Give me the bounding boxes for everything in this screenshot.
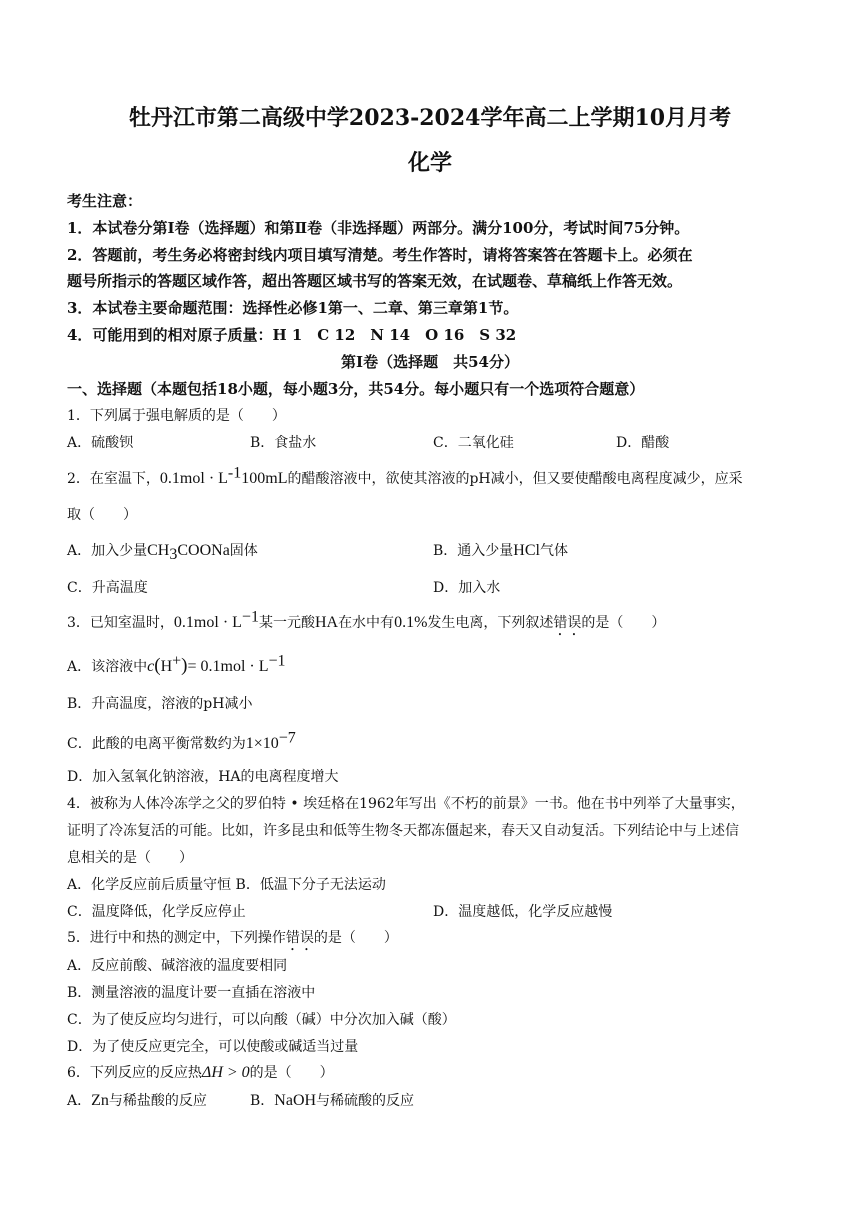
q2-option-d: D．加入水 [433,580,501,596]
q4-option-c: C．温度降低，化学反应停止 [67,904,246,920]
q3-option-a: A．该溶液中$c(H^+)= 0.1mol \cdot L^{-1}$ [67,652,286,676]
q4-stem-cont-1: 证明了冷冻复活的可能。比如，许多昆虫和低等生物冬天都冻僵起来，春天又自动复活。下列结论中与上述信 [67,823,739,839]
q5-stem: 5．进行中和热的测定中，下列操作错误的是（ ） [67,930,398,946]
notice-item-2: 2．答题前，考生务必将密封线内项目填写清楚。考生作答时，请将答案答在答题卡上。必须在 [67,246,693,264]
q5-option-c: C．为了使反应均匀进行，可以向酸（碱）中分次加入碱（酸） [67,1012,456,1028]
q3-emphasis: 错误 [553,615,582,631]
q2-volume: 100mL [241,470,288,487]
q2-stem-cont: 取（ ） [67,507,137,523]
q2-concentration: 0.1mol · L [159,470,228,487]
notice-item-2-cont: 题号所指示的答题区域作答，超出答题区域书写的答案无效，在试题卷、草稿纸上作答无效。 [67,272,683,290]
q4-stem-cont-2: 息相关的是（ ） [67,850,193,866]
q2-option-b: B．通入少量HCl气体 [433,542,568,559]
q4-option-ab: A．化学反应前后质量守恒 B．低温下分子无法运动 [67,877,386,893]
q6-stem: 6．下列反应的反应热ΔH > 0的是（ ） [67,1064,334,1081]
q3-option-c: C．此酸的电离平衡常数约为$1\times 10^{-7}$ [67,729,296,752]
q5-emphasis: 错误 [285,930,314,946]
q5-option-d: D．为了使反应更完全，可以使酸或碱适当过量 [67,1039,359,1055]
q2-stem: 2．在室温下，$0.1mol \cdot L^{-1}100mL$的醋酸溶液中，欲使其溶液的pH减小，但又要使醋酸电离程度减少，应采 [67,464,743,487]
notice-label: 考生注意： [67,192,143,210]
q1-option-d: D．醋酸 [616,435,670,451]
q3-option-b: B．升高温度，溶液的pH减小 [67,696,253,712]
subject-title: 化学 [407,150,452,176]
q1-option-c: C．二氧化硅 [433,435,514,451]
q6-option-a: A．Zn与稀盐酸的反应 [67,1092,207,1109]
q1-stem: 1．下列属于强电解质的是（ ） [67,408,286,424]
notice-item-3: 3．本试卷主要命题范围：选择性必修1第一、二章、第三章第1节。 [67,299,519,317]
q4-stem: 4．被称为人体冷冻学之父的罗伯特 • 埃廷格在1962年写出《不朽的前景》一书。他在书中列举了大量事实， [67,796,745,812]
q3-stem: 3．已知室温时，$0.1mol \cdot L^{-1}$某一元酸HA在水中有0.1%发生电离，下列叙述错误的是（ ） [67,608,666,631]
q1-option-b: B．食盐水 [250,435,317,451]
notice-item-4: 4．可能用到的相对原子质量：H 1 C 12 N 14 O 16 S 32 [67,326,517,344]
section-heading: 第Ⅰ卷（选择题 共54分） [341,353,519,371]
q5-option-a: A．反应前酸、碱溶液的温度要相同 [67,958,288,974]
section-intro: 一、选择题（本题包括18小题，每小题3分，共54分。每小题只有一个选项符合题意） [67,380,645,398]
q2-option-a: A．加入少量$CH_3COONa$固体 [67,542,258,563]
q1-option-a: A．硫酸钡 [67,435,134,451]
q3-option-d: D．加入氢氧化钠溶液，HA的电离程度增大 [67,769,339,785]
notice-item-1: 1．本试卷分第Ⅰ卷（选择题）和第Ⅱ卷（非选择题）两部分。满分100分，考试时间75分钟。 [67,219,690,237]
q6-option-b: B．NaOH与稀硫酸的反应 [250,1092,415,1109]
q4-option-d: D．温度越低，化学反应越慢 [433,904,613,920]
exam-title: 牡丹江市第二高级中学2023-2024学年高二上学期10月月考 [128,105,732,131]
q5-option-b: B．测量溶液的温度计要一直插在溶液中 [67,985,316,1001]
q2-option-c: C．升高温度 [67,580,148,596]
